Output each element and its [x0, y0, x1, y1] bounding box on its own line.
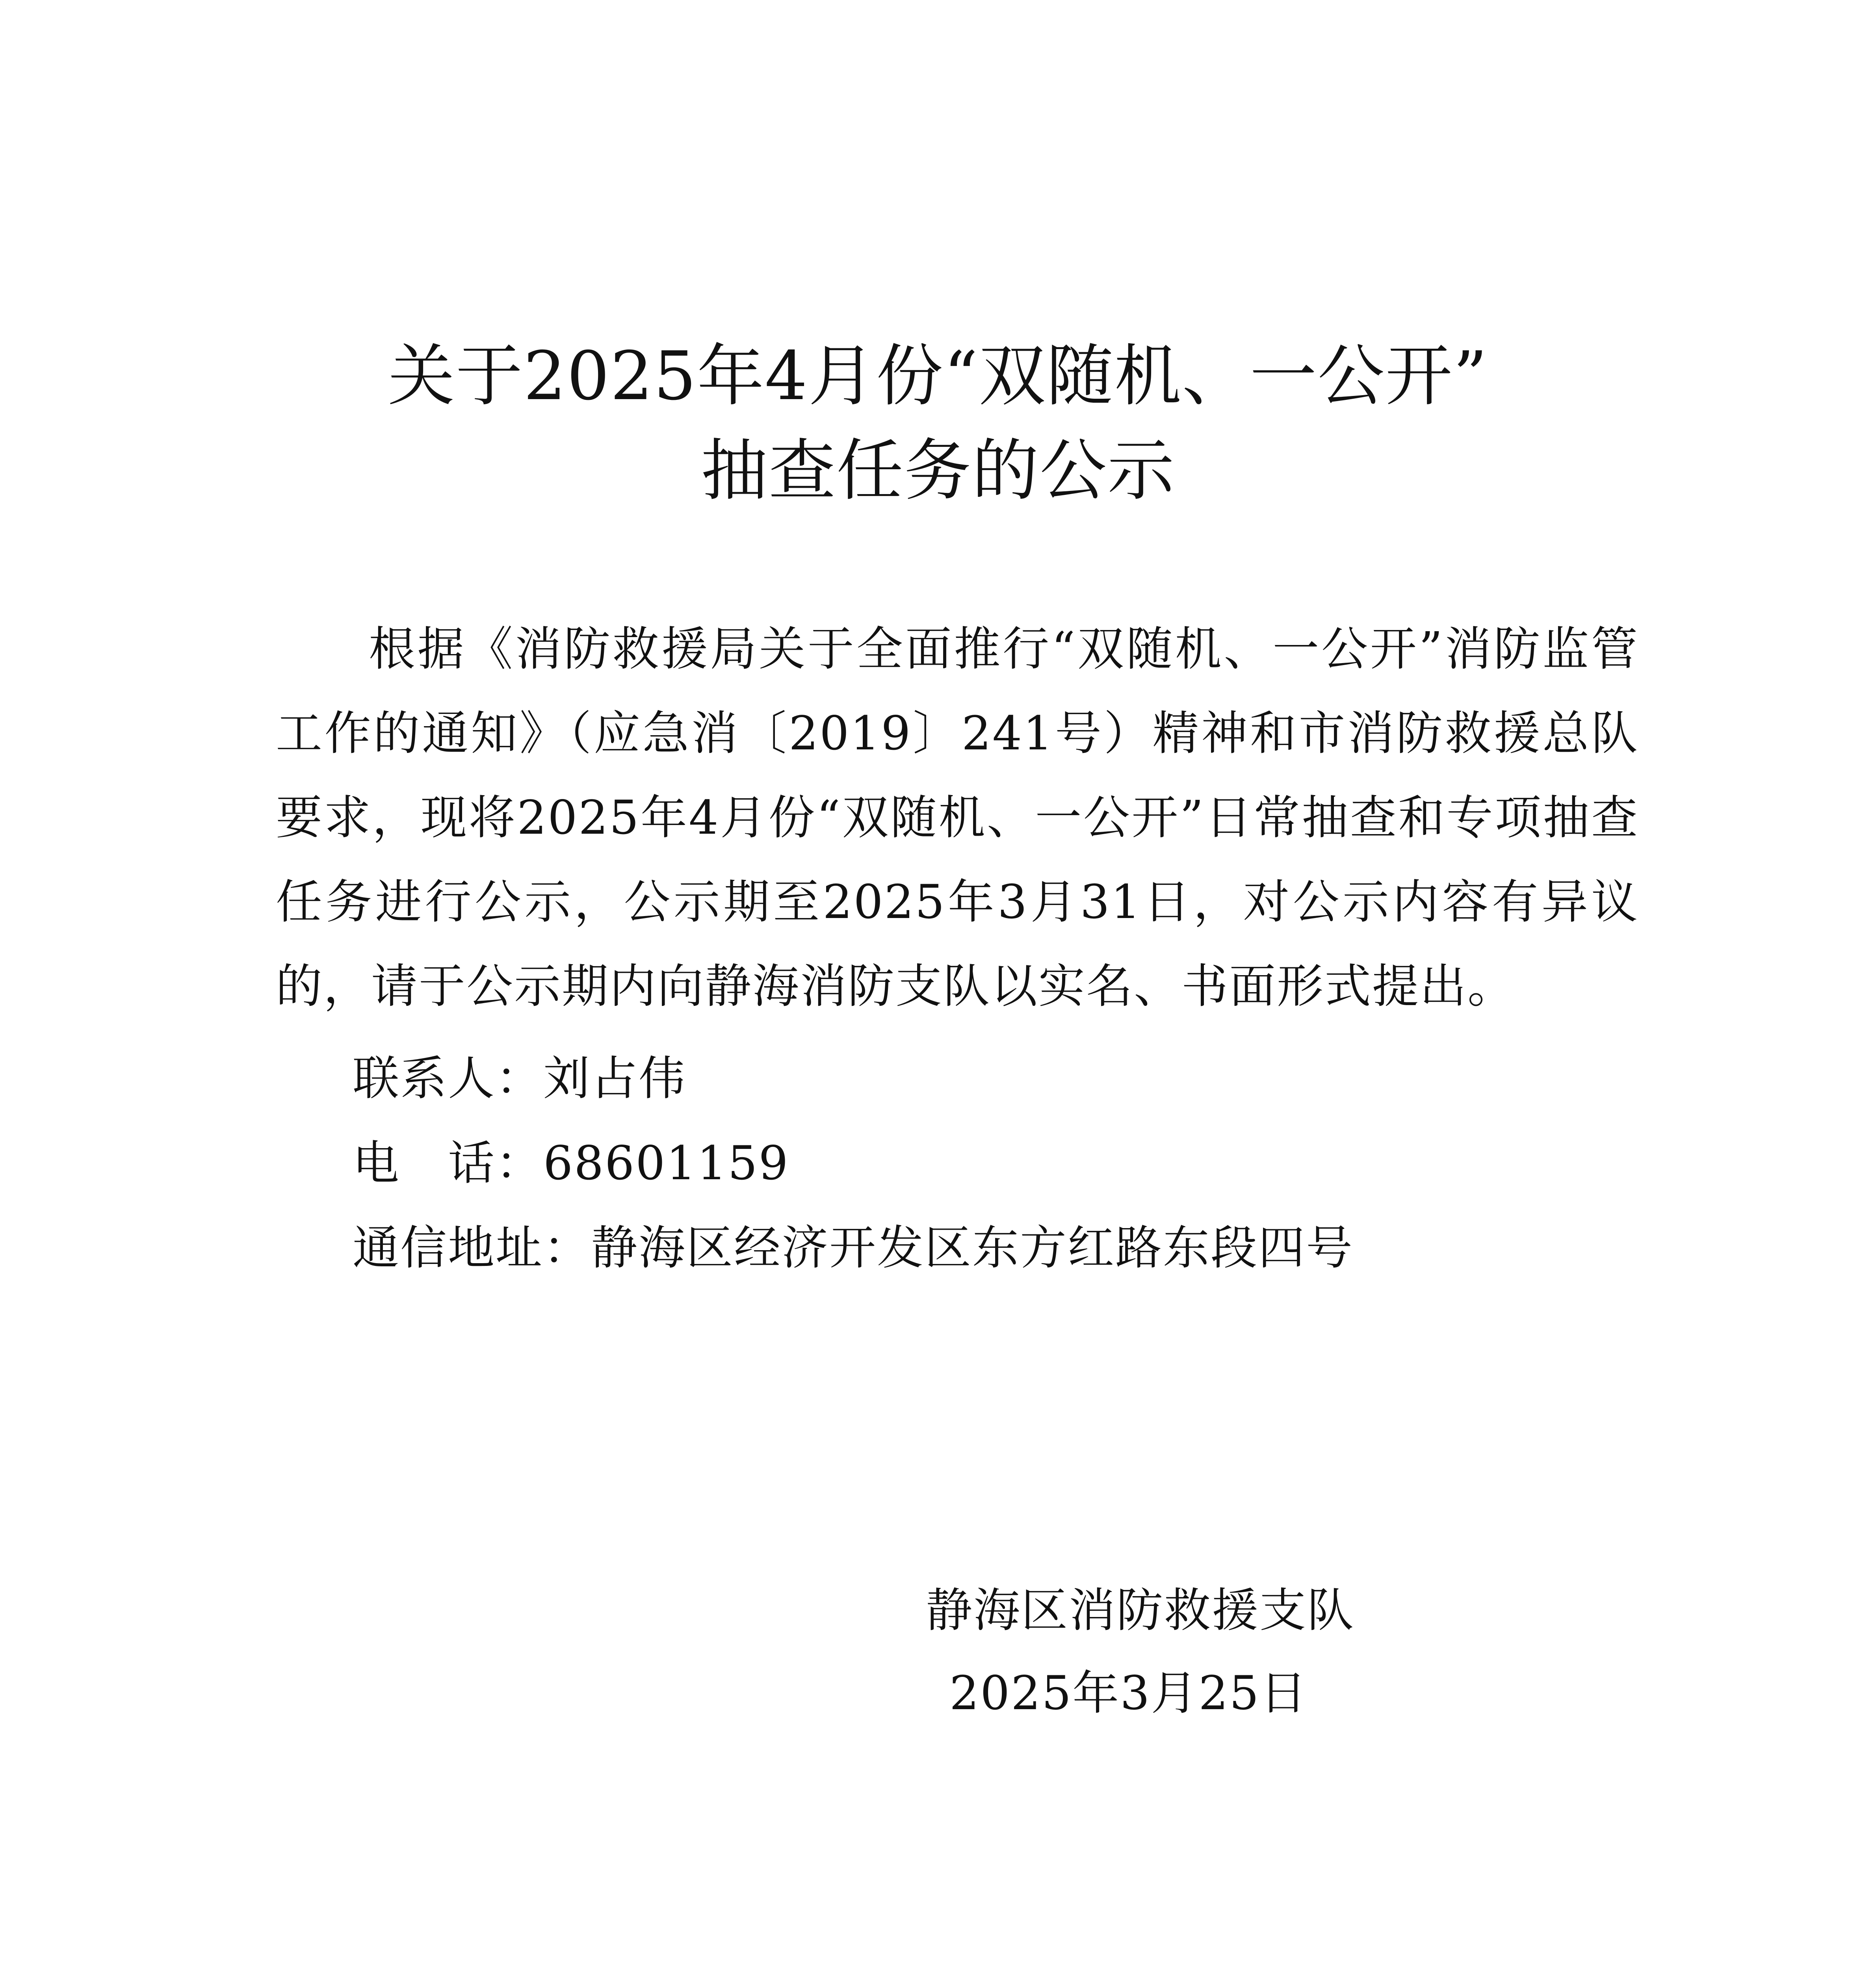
body-paragraph: 根据《消防救援局关于全面推行“双随机、一公开”消防监管工作的通知》（应急消〔2019〕241号）精神和市消防救援总队要求，现将2025年4月份“双随机、一公开”日常抽查和专项抽查任务进行公示，公示期至2025年3月31日，对公示内容有异议的，请于公示期内向静海消防支队以实名、书面形式提出。 [276, 622, 1639, 1013]
document-title-line-1: 关于2025年4月份“双随机、一公开” [388, 337, 1488, 415]
document-title-line-2: 抽查任务的公示 [700, 432, 1175, 510]
signature-organization: 静海区消防救援支队 [926, 1583, 1355, 1637]
address-line: 通信地址：静海区经济开发区东方红路东段四号 [353, 1221, 1354, 1275]
signature-date: 2025年3月25日 [949, 1666, 1308, 1720]
contact-person-line: 联系人：刘占伟 [353, 1051, 687, 1106]
phone-line: 电 话：68601159 [353, 1136, 789, 1190]
